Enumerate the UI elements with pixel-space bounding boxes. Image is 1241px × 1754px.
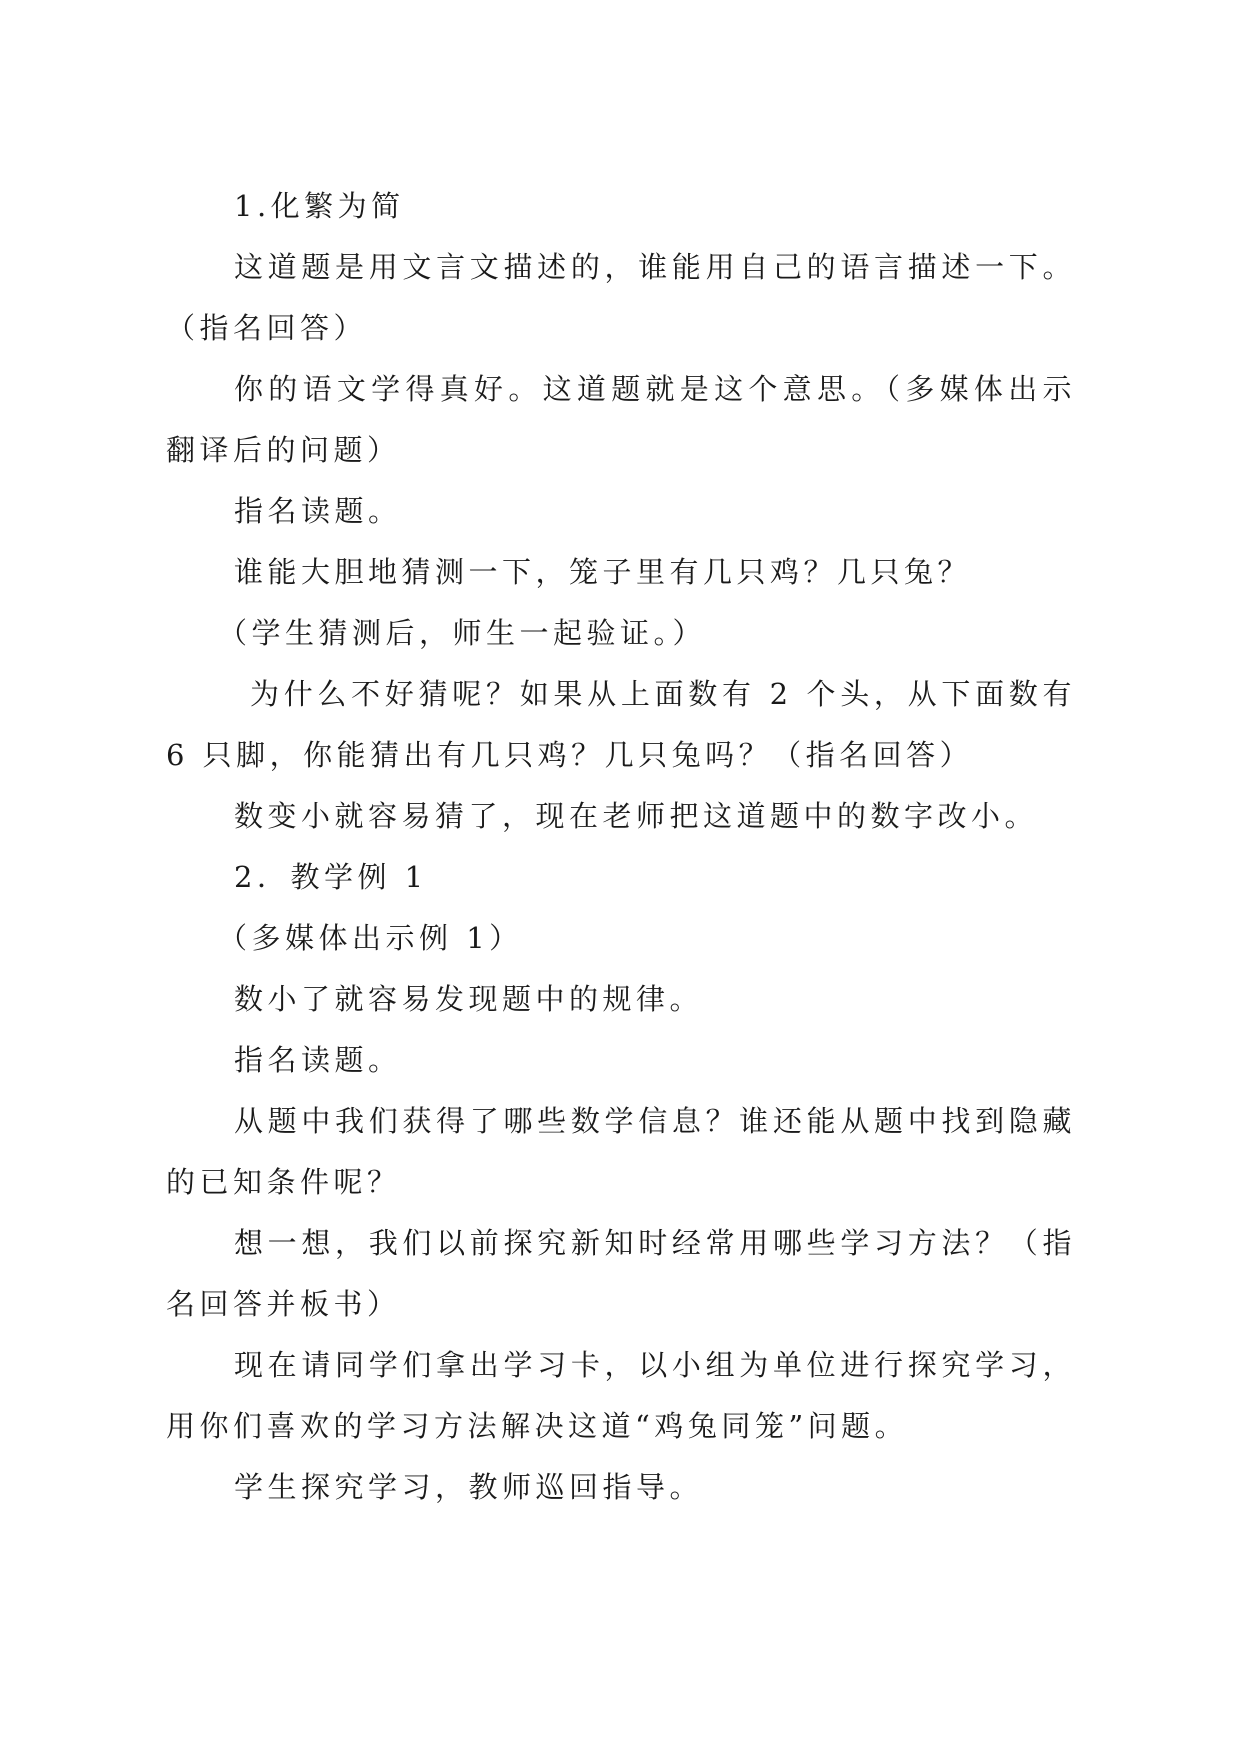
paragraph: 学生探究学习，教师巡回指导。	[234, 1470, 704, 1504]
paragraph: （多媒体出示例 1）	[218, 921, 523, 955]
document-body	[166, 176, 1076, 1518]
paragraph: 现在请同学们拿出学习卡，以小组为单位进行探究学习，用你们喜欢的学习方法解决这道“鸡兔同笼”问题。	[166, 1348, 1076, 1443]
paragraph: 从题中我们获得了哪些数学信息？谁还能从题中找到隐藏的已知条件呢？	[166, 1104, 1076, 1199]
paragraph: 想一想，我们以前探究新知时经常用哪些学习方法？（指名回答并板书）	[166, 1226, 1076, 1321]
paragraph: 这道题是用文言文描述的，谁能用自己的语言描述一下。（指名回答）	[166, 250, 1076, 345]
section-heading-1: 1.化繁为简	[234, 189, 405, 223]
section-heading-2: 2．教学例 1	[234, 860, 428, 894]
paragraph: 指名读题。	[234, 494, 402, 528]
paragraph: 指名读题。	[234, 1043, 402, 1077]
paragraph: 数变小就容易猜了，现在老师把这道题中的数字改小。	[234, 799, 1039, 833]
paragraph: 你的语文学得真好。这道题就是这个意思。（多媒体出示翻译后的问题）	[166, 372, 1076, 467]
paragraph: 为什么不好猜呢？如果从上面数有 2 个头，从下面数有 6 只脚，你能猜出有几只鸡？几只兔吗？（指名回答）	[166, 677, 1076, 772]
paragraph: （学生猜测后，师生一起验证。）	[218, 616, 707, 650]
paragraph: 谁能大胆地猜测一下，笼子里有几只鸡？几只兔？	[234, 555, 972, 589]
paragraph: 数小了就容易发现题中的规律。	[234, 982, 704, 1016]
